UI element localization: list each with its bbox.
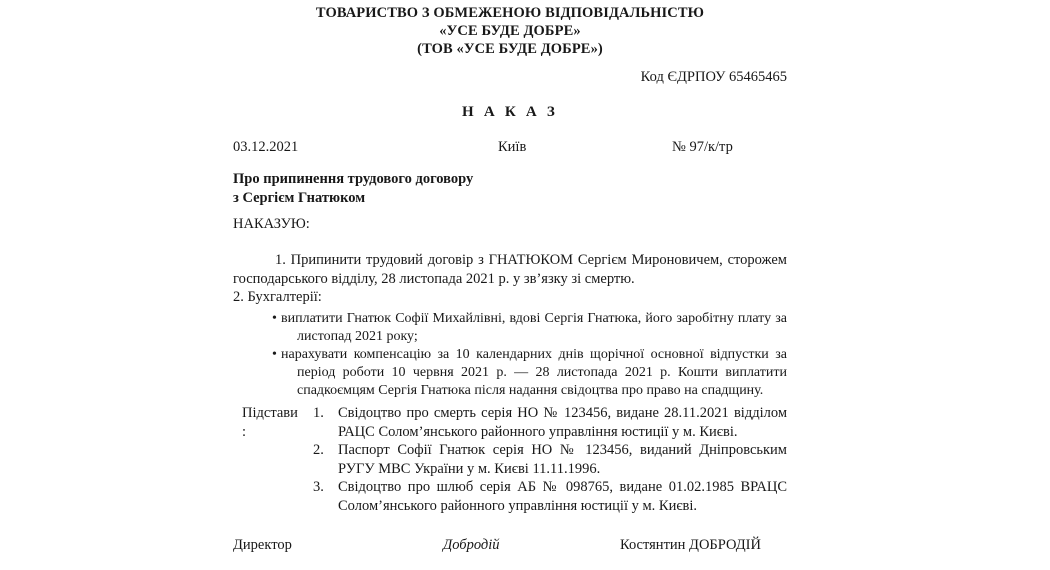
subject-line-2: з Сергієм Гнатюком bbox=[233, 189, 366, 206]
bullet-item-text: виплатити Гнатюк Софії Михайлівні, вдові Сергія Гнатюка, його заробітну плату за листопад 2021 року; bbox=[281, 311, 787, 344]
order-clause-1: 1. Припинити трудовий договір з ГНАТЮКОМ Сергієм Мироновичем, сторожем господарського відділу, 28 листопада 2021 р. у зв’язку зі смертю. bbox=[233, 252, 787, 287]
org-name-short: (ТОВ «УСЕ БУДЕ ДОБРЕ») bbox=[417, 41, 603, 57]
bullet-item-text: нарахувати компенсацію за 10 календарних днів щорічної основної відпустки за період роботи 10 червня 2021 р. — 28 листопада 2021 р. Кошти виплатити спадкоємцям Сергія Гнатюка після надання свідоцтва про право на спадщину. bbox=[281, 347, 787, 398]
order-bullet-list bbox=[272, 310, 787, 400]
list-item bbox=[313, 441, 787, 478]
list-item bbox=[272, 346, 787, 400]
grounds-item-number: 3. bbox=[313, 479, 324, 495]
grounds-label-line-2: : bbox=[242, 423, 247, 440]
signatory-name: Костянтин ДОБРОДІЙ bbox=[620, 537, 761, 553]
signatory-position: Директор bbox=[233, 537, 292, 553]
signature-mark: Добродій bbox=[443, 537, 500, 553]
list-item bbox=[313, 404, 787, 441]
bullet-icon: • bbox=[272, 311, 277, 326]
bullet-icon: • bbox=[272, 347, 277, 362]
document-date: 03.12.2021 bbox=[233, 139, 299, 155]
grounds-item-text: Свідоцтво про смерть серія НО № 123456, видане 28.11.2021 відділом РАЦС Солом’янського районного управління юстиції у м. Києві. bbox=[338, 405, 787, 440]
grounds-item-text: Паспорт Софії Гнатюк серія НО № 123456, виданий Дніпровським РУГУ МВС України у м. Києві 11.11.1996. bbox=[338, 442, 787, 477]
grounds-label bbox=[242, 404, 312, 441]
list-item bbox=[272, 310, 787, 346]
document-meta-row bbox=[233, 138, 787, 156]
document-city: Київ bbox=[498, 139, 527, 155]
grounds-item-number: 1. bbox=[313, 405, 324, 421]
document-subject bbox=[233, 170, 787, 207]
organisation-header bbox=[233, 4, 787, 58]
grounds-list bbox=[313, 404, 787, 515]
document-number: № 97/к/тр bbox=[672, 139, 733, 155]
org-name-line-2: «УСЕ БУДЕ ДОБРЕ» bbox=[439, 23, 581, 39]
signature-row bbox=[233, 536, 787, 556]
org-name-line-1: ТОВАРИСТВО З ОБМЕЖЕНОЮ ВІДПОВІДАЛЬНІСТЮ bbox=[315, 5, 705, 21]
grounds-item-number: 2. bbox=[313, 442, 324, 458]
grounds-item-text: Свідоцтво про шлюб серія АБ № 098765, видане 01.02.1985 ВРАЦС Солом’янського районного управління юстиції у м. Києві. bbox=[338, 479, 787, 514]
order-clause-2: 2. Бухгалтерії: bbox=[233, 289, 322, 305]
subject-line-1: Про припинення трудового договору bbox=[233, 171, 474, 187]
edrpou-code: Код ЄДРПОУ 65465465 bbox=[640, 69, 787, 85]
order-keyword: НАКАЗУЮ: bbox=[233, 216, 310, 232]
document-title: Н А К А З bbox=[462, 104, 558, 120]
list-item bbox=[313, 478, 787, 515]
grounds-label-line-1: Підстави bbox=[242, 405, 298, 421]
